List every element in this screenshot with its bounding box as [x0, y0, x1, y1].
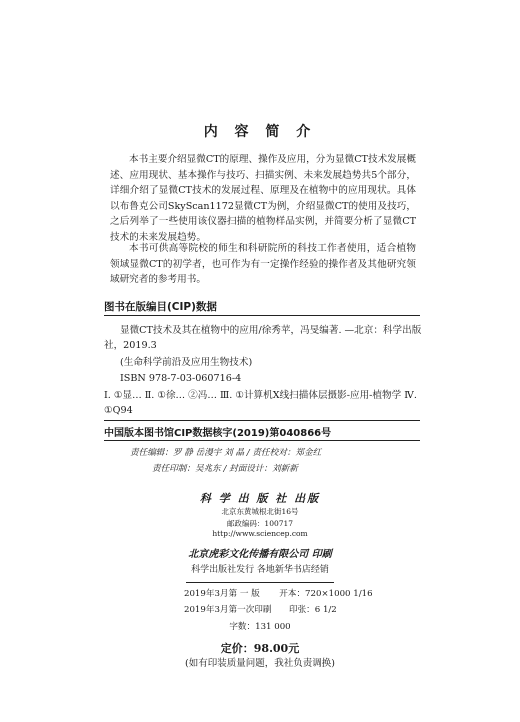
cip-book-entry: 显微CT技术及其在植物中的应用/徐秀苹，冯旻编著. —北京：科学出版社，2019.3 — [104, 325, 422, 351]
divider-rule — [104, 420, 420, 421]
intro-paragraph-1: 本书主要介绍显微CT的原理、操作及应用，分为显微CT技术发展概述、应用现状、基本操作与技巧、扫描实例、未来发展趋势共5个部分，详细介绍了显微CT技术的发展过程、原理及在植物中的应用现状。具体以布鲁克公司SkyScan1172显微CT为例，介绍显微CT的使用及技巧，之后列举了一些使用该仪器扫描的植物样品实例，并简要分析了显微CT技术的未来发展趋势。 — [110, 154, 416, 243]
word-count: 字数：131 000 — [229, 622, 291, 632]
distribution-info: 科学出版社发行 各地新华书店经销 — [191, 565, 329, 575]
price: 定价：98.00元 — [220, 642, 300, 655]
summary-title: 内 容 简 介 — [203, 124, 317, 140]
cip-data-number: 中国版本图书馆CIP数据核字(2019)第040866号 — [104, 428, 332, 439]
printed-sheets: 印张：6 1/2 — [288, 605, 337, 615]
cip-series: (生命科学前沿及应用生物技术) — [120, 357, 253, 368]
publisher-postcode: 邮政编码：100717 — [226, 519, 294, 528]
printer-name: 北京虎彩文化传播有限公司 印刷 — [188, 549, 332, 560]
cip-classification: Ⅰ. ①显… Ⅱ. ①徐… ②冯… Ⅲ. ①计算机X线扫描体层摄影-应用-植物学 Ⅳ. ①Q94 — [104, 390, 417, 416]
edition-row — [184, 587, 373, 599]
edition-date: 2019年3月第 一 版 — [184, 589, 260, 599]
divider-rule — [186, 582, 334, 583]
cip-heading: 图书在版编目(CIP)数据 — [104, 301, 217, 313]
publisher-address: 北京东黄城根北街16号 — [221, 507, 299, 516]
printing-row — [184, 603, 337, 615]
production-credits: 责任印制：吴兆东 / 封面设计：刘新新 — [152, 464, 298, 474]
cip-isbn: ISBN 978-7-03-060716-4 — [120, 373, 242, 384]
publisher-url: http://www.sciencep.com — [212, 529, 308, 538]
quality-note: (如有印装质量问题，我社负责调换) — [185, 658, 335, 669]
editor-credits: 责任编辑：罗 静 岳漫宇 刘 晶 / 责任校对：郑金红 — [130, 448, 322, 458]
intro-paragraph-2: 本书可供高等院校的师生和科研院所的科技工作者使用，适合植物领域显微CT的初学者，也可作为有一定操作经验的操作者及其他研究领域研究者的参考用书。 — [110, 243, 416, 285]
publisher-name: 科 学 出 版 社 出版 — [199, 492, 321, 505]
divider-rule — [104, 315, 420, 316]
divider-rule — [104, 440, 420, 441]
book-format: 开本：720×1000 1/16 — [279, 589, 373, 599]
printing-date: 2019年3月第一次印刷 — [184, 605, 272, 615]
